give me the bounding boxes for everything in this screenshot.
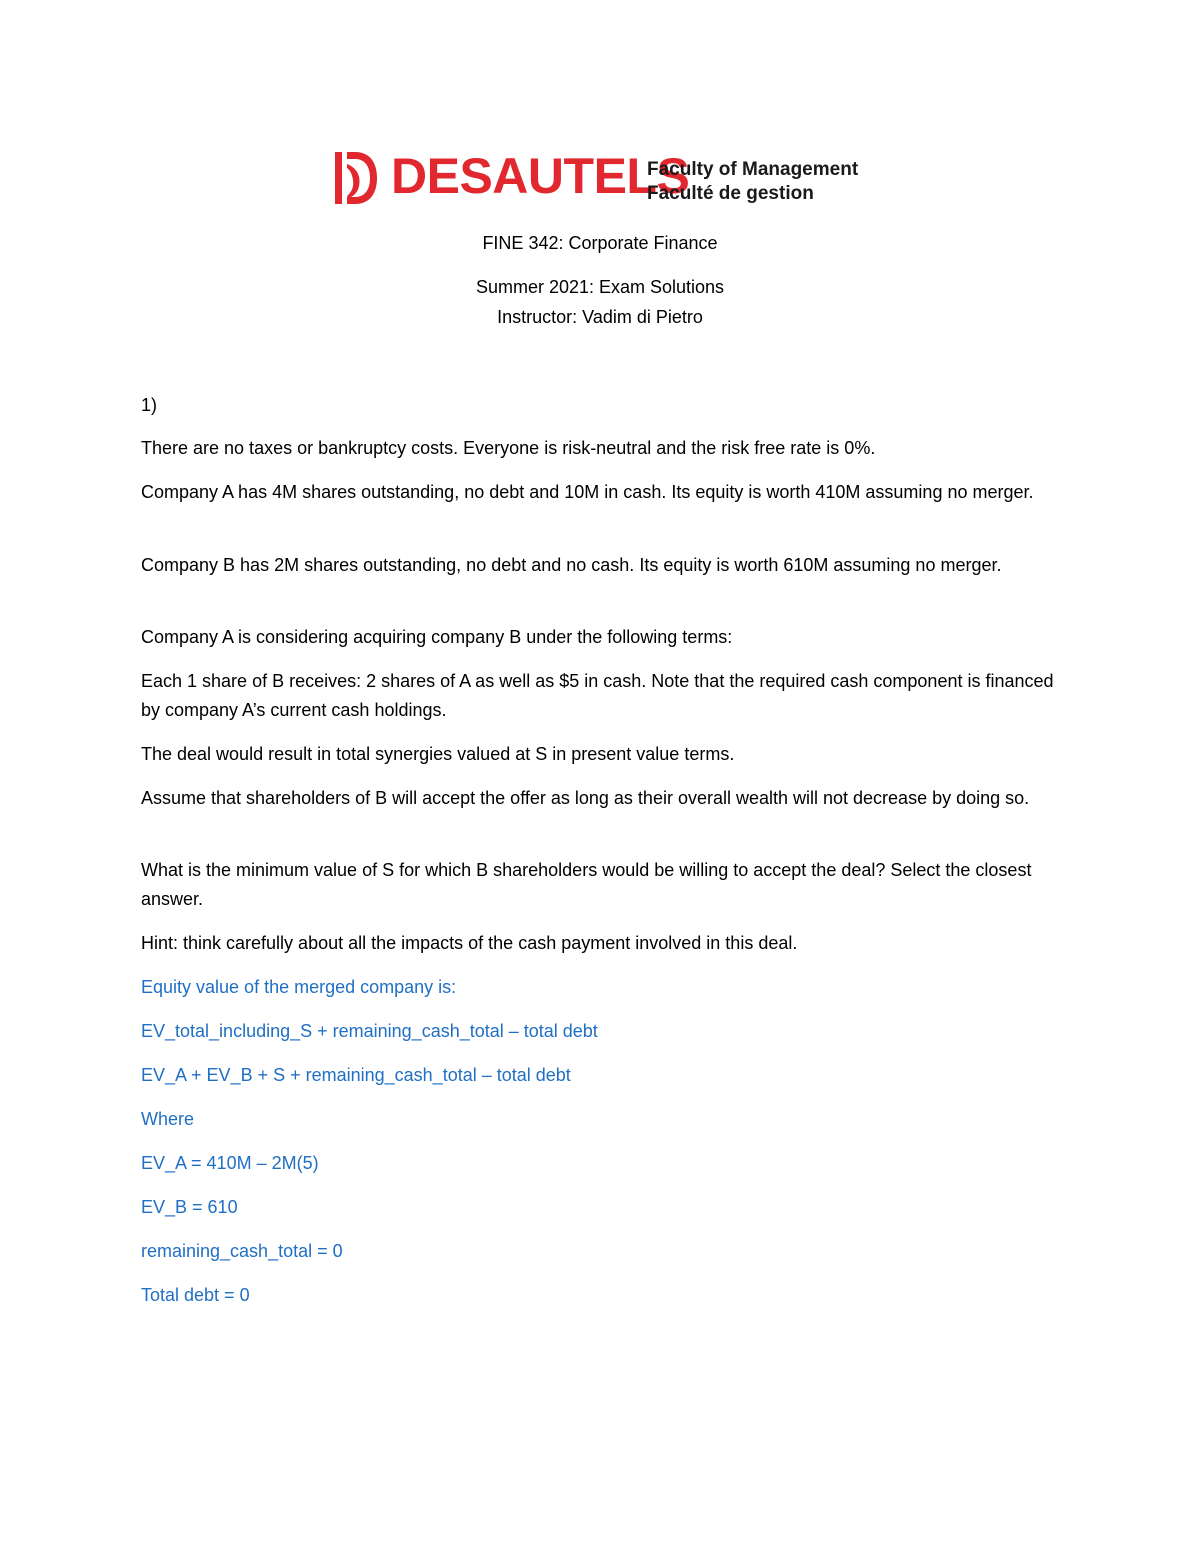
desautels-logo-mark-icon: [333, 146, 379, 210]
solution-line: Equity value of the merged company is:: [141, 977, 457, 997]
solution-line: Where: [141, 1109, 195, 1129]
question-paragraph: Assume that shareholders of B will accept the offer as long as their overall wealth will not decrease by doing so.: [141, 788, 1030, 808]
solution-line: EV_A = 410M – 2M(5): [141, 1153, 319, 1173]
logo-subtitle-french: Faculté de gestion: [647, 183, 814, 204]
instructor-name: Instructor: Vadim di Pietro: [497, 307, 703, 327]
question-paragraph: Company A is considering acquiring company B under the following terms:: [141, 627, 733, 647]
desautels-logo: [333, 146, 873, 210]
logo-subtitle: [647, 158, 858, 206]
question-hint: Hint: think carefully about all the impacts of the cash payment involved in this deal.: [141, 933, 798, 953]
solution-line: EV_total_including_S + remaining_cash_total – total debt: [141, 1021, 598, 1041]
solution-line: remaining_cash_total = 0: [141, 1241, 343, 1261]
logo-subtitle-english: Faculty of Management: [647, 159, 859, 180]
exam-term: Summer 2021: Exam Solutions: [475, 277, 725, 297]
logo-wordmark: DESAUTELS: [391, 148, 690, 204]
question-paragraph: Company B has 2M shares outstanding, no debt and no cash. Its equity is worth 610M assuming no merger.: [141, 555, 1002, 575]
question-number: 1): [141, 395, 158, 415]
question-paragraph: Company A has 4M shares outstanding, no debt and 10M in cash. Its equity is worth 410M assuming no merger.: [141, 482, 1034, 502]
question-paragraph: Each 1 share of B receives: 2 shares of A as well as $5 in cash. Note that the required cash component is financed by company A’s current cash holdings.: [141, 671, 1054, 720]
question-paragraph: The deal would result in total synergies valued at S in present value terms.: [141, 744, 735, 764]
course-title: FINE 342: Corporate Finance: [482, 233, 718, 253]
question-paragraph: What is the minimum value of S for which B shareholders would be willing to accept the deal? Select the closest answer.: [141, 860, 1032, 909]
solution-line: EV_A + EV_B + S + remaining_cash_total – total debt: [141, 1065, 571, 1085]
solution-line: Total debt = 0: [141, 1285, 250, 1305]
question-paragraph: There are no taxes or bankruptcy costs. Everyone is risk-neutral and the risk free rate is 0%.: [141, 438, 876, 458]
solution-line: EV_B = 610: [141, 1197, 238, 1217]
